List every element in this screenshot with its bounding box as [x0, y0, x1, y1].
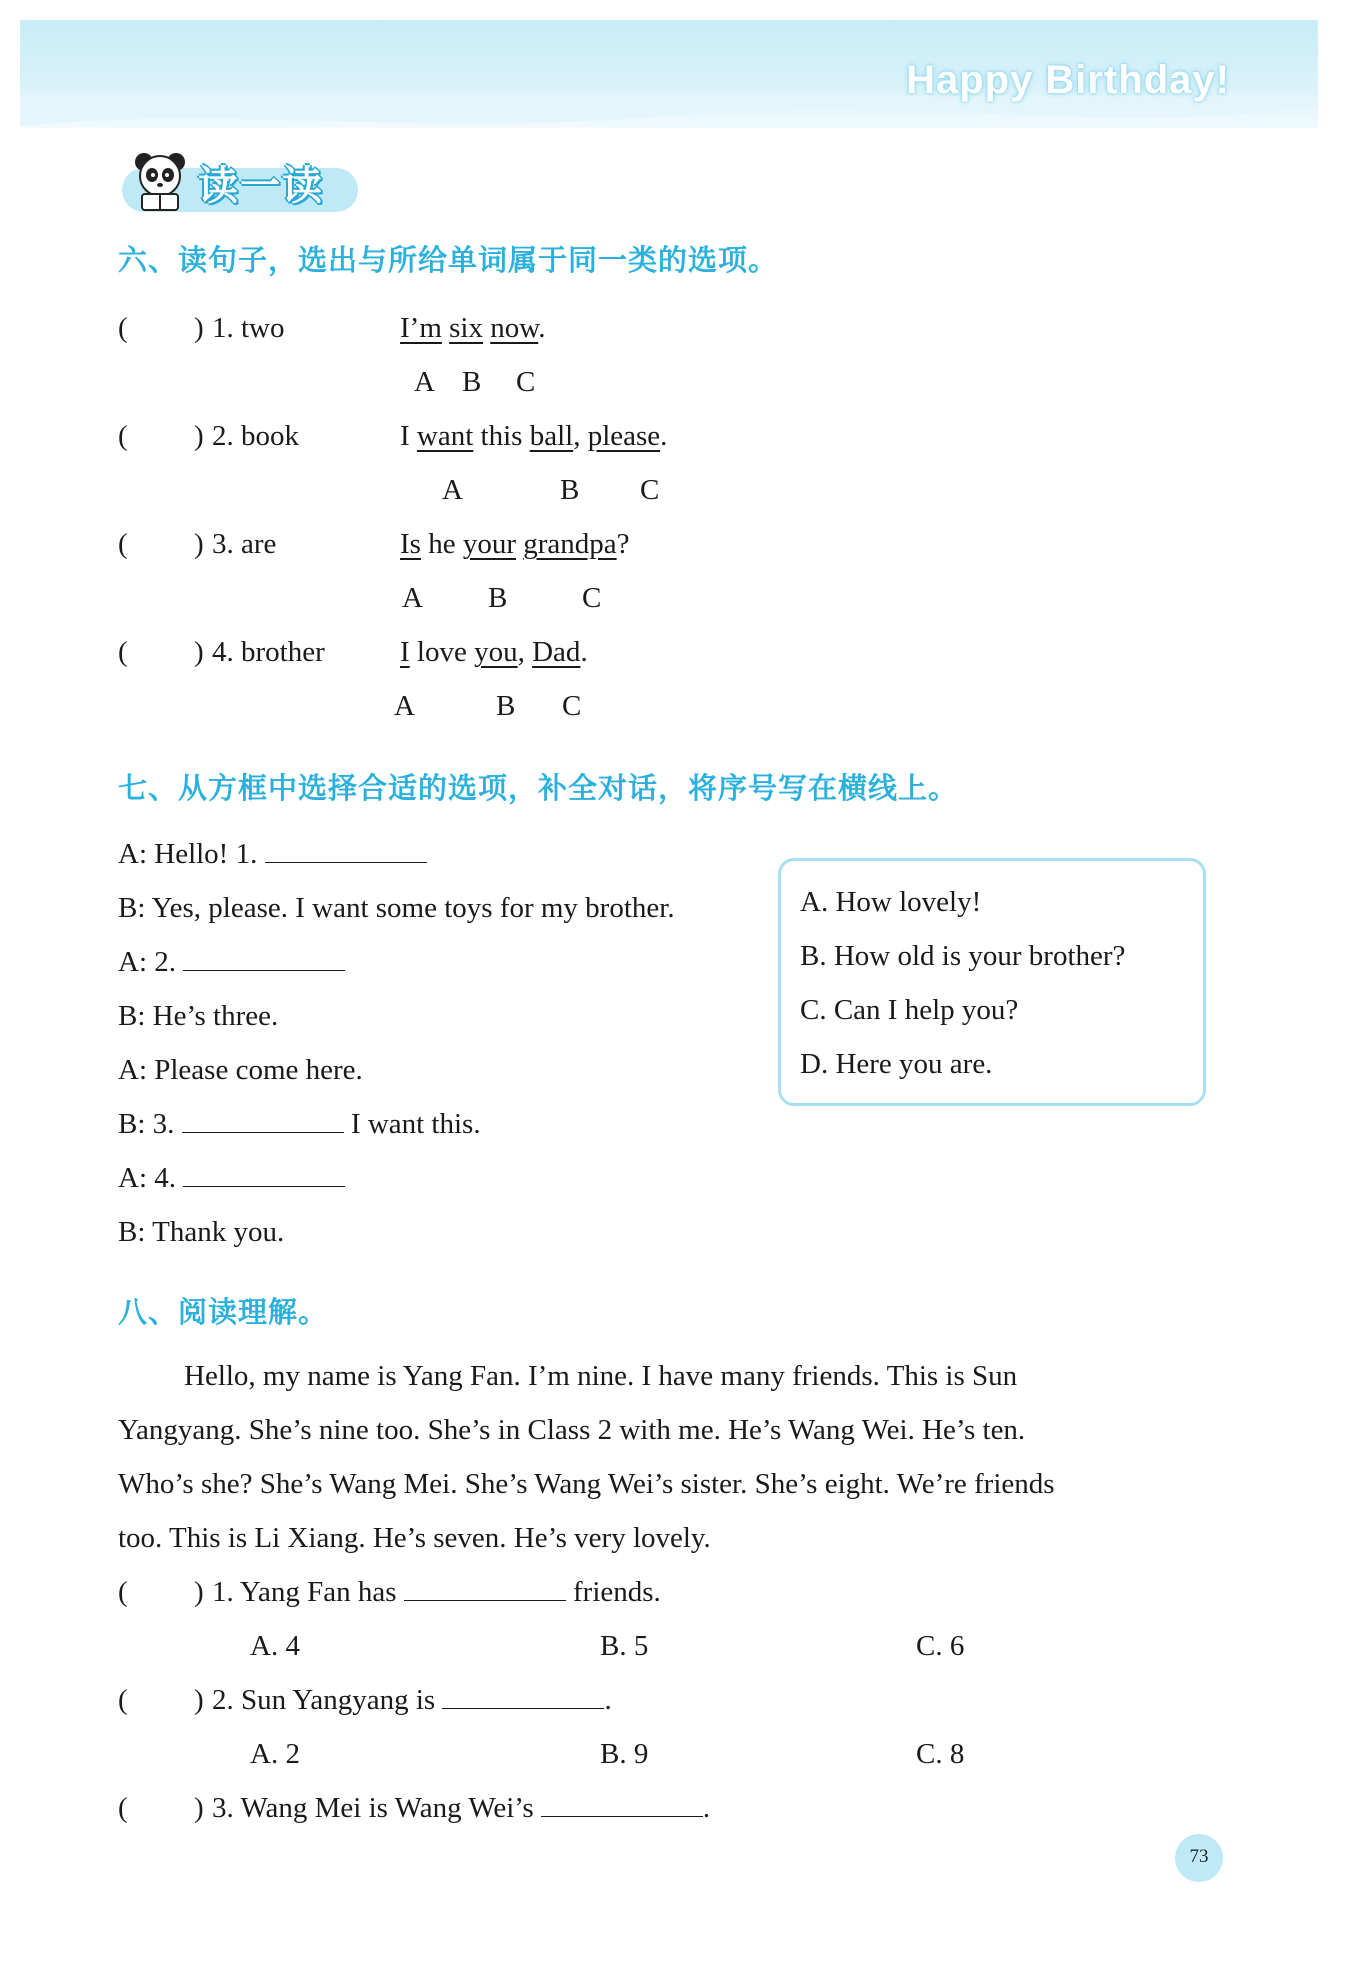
q6-item-1-letter-a: A [414, 366, 435, 398]
dialog-line-1: A: Hello! 1. [118, 838, 427, 871]
q8-heading: 八、阅读理解。 [118, 1295, 329, 1329]
answer-paren-open: ( [118, 1792, 128, 1824]
passage-line-4: too. This is Li Xiang. He’s seven. He’s very lovely. [118, 1522, 711, 1554]
q6-heading: 六、读句子，选出与所给单词属于同一类的选项。 [118, 243, 779, 277]
q8-2-choice-c: C. 8 [916, 1738, 965, 1770]
q8-question-1: 1. Yang Fan has friends. [212, 1576, 661, 1608]
q8-2-choice-a: A. 2 [250, 1738, 300, 1770]
q6-item-4-word: 4. brother [212, 636, 325, 668]
dialog-line-2: B: Yes, please. I want some toys for my brother. [118, 892, 675, 924]
answer-paren-close: ) [194, 528, 204, 560]
q6-item-4-sentence: I love you, Dad. [400, 636, 588, 668]
q6-item-2-letter-b: B [560, 474, 580, 506]
q6-item-2-letter-a: A [442, 474, 463, 506]
q8-question-2: 2. Sun Yangyang is . [212, 1684, 612, 1716]
passage-line-1: Hello, my name is Yang Fan. I’m nine. I have many friends. This is Sun [184, 1360, 1018, 1392]
q6-item-1-sentence: I’m six now. [400, 312, 546, 344]
answer-paren-open: ( [118, 528, 128, 560]
q6-item-4-letter-a: A [394, 690, 415, 722]
answer-paren-close: ) [194, 1792, 204, 1824]
dialog-line-5: A: Please come here. [118, 1054, 363, 1086]
answer-paren-open: ( [118, 636, 128, 668]
answer-paren-open: ( [118, 1576, 128, 1608]
answer-blank[interactable] [442, 1684, 604, 1709]
answer-paren-open: ( [118, 1684, 128, 1716]
q6-item-1-letter-c: C [516, 366, 536, 398]
section-title-read: 读一读 [198, 163, 324, 209]
answer-paren-close: ) [194, 1684, 204, 1716]
q6-item-1-letter-b: B [462, 366, 482, 398]
answer-paren-close: ) [194, 312, 204, 344]
dialog-line-3: A: 2. [118, 946, 345, 979]
banner-title: Happy Birthday! [906, 58, 1230, 102]
option-a: A. How lovely! [800, 886, 982, 918]
answer-blank[interactable] [265, 838, 427, 863]
q6-item-3-sentence: Is he your grandpa? [400, 528, 630, 560]
q8-1-choice-b: B. 5 [600, 1630, 649, 1662]
q6-item-2-sentence: I want this ball, please. [400, 420, 668, 452]
q6-item-3-word: 3. are [212, 528, 277, 560]
passage-line-2: Yangyang. She’s nine too. She’s in Class 2 with me. He’s Wang Wei. He’s ten. [118, 1414, 1026, 1446]
answer-paren-open: ( [118, 312, 128, 344]
answer-paren-close: ) [194, 420, 204, 452]
q6-item-1-word: 1. two [212, 312, 285, 344]
option-b: B. How old is your brother? [800, 940, 1126, 972]
dialog-line-6: B: 3. I want this. [118, 1108, 481, 1140]
answer-blank[interactable] [541, 1792, 703, 1817]
option-c: C. Can I help you? [800, 994, 1019, 1026]
answer-blank[interactable] [182, 1108, 344, 1133]
answer-blank[interactable] [183, 1162, 345, 1187]
answer-paren-close: ) [194, 636, 204, 668]
option-d: D. Here you are. [800, 1048, 993, 1080]
answer-blank[interactable] [404, 1576, 566, 1601]
q8-1-choice-a: A. 4 [250, 1630, 300, 1662]
q6-item-2-word: 2. book [212, 420, 299, 452]
passage-line-3: Who’s she? She’s Wang Mei. She’s Wang Wei’s sister. She’s eight. We’re friends [118, 1468, 1055, 1500]
answer-blank[interactable] [183, 946, 345, 971]
q6-item-2-letter-c: C [640, 474, 660, 506]
q7-heading: 七、从方框中选择合适的选项，补全对话，将序号写在横线上。 [118, 771, 959, 805]
q8-question-3: 3. Wang Mei is Wang Wei’s . [212, 1792, 711, 1824]
q8-1-choice-c: C. 6 [916, 1630, 965, 1662]
q6-item-4-letter-b: B [496, 690, 516, 722]
q6-item-3-letter-c: C [582, 582, 602, 614]
q8-2-choice-b: B. 9 [600, 1738, 649, 1770]
q6-item-4-letter-c: C [562, 690, 582, 722]
q6-item-3-letter-b: B [488, 582, 508, 614]
answer-paren-open: ( [118, 420, 128, 452]
page-number: 73 [1189, 1846, 1209, 1867]
dialog-line-8: B: Thank you. [118, 1216, 285, 1248]
panda-icon [130, 150, 190, 214]
dialog-line-7: A: 4. [118, 1162, 345, 1195]
dialog-line-4: B: He’s three. [118, 1000, 279, 1032]
answer-paren-close: ) [194, 1576, 204, 1608]
q6-item-3-letter-a: A [402, 582, 423, 614]
